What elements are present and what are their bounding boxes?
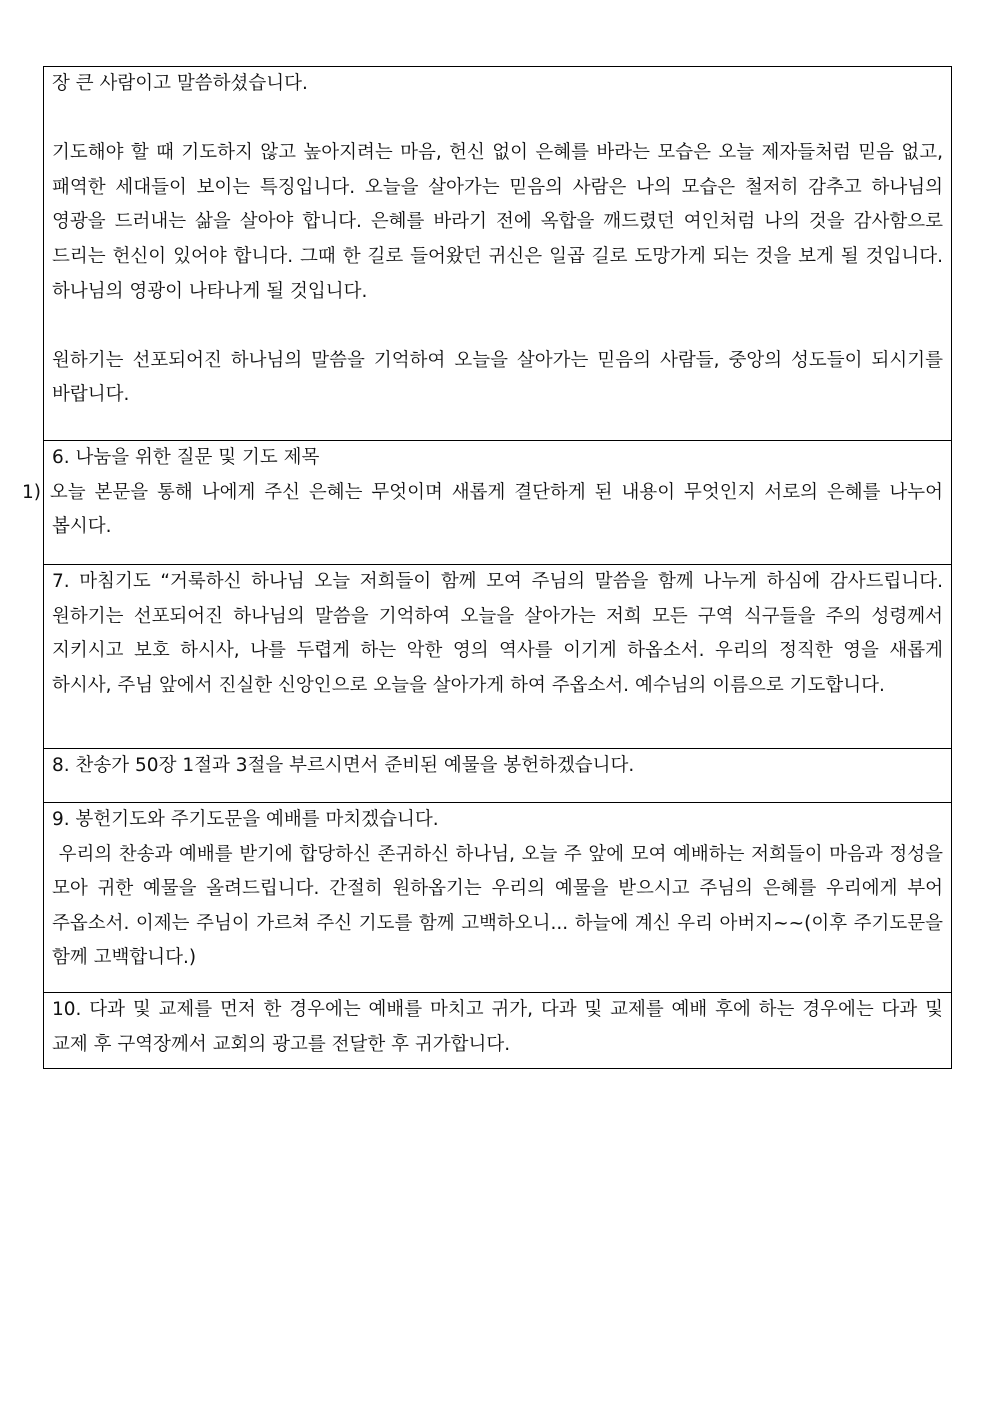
fellowship-text: 10. 다과 및 교제를 먼저 한 경우에는 예배를 마치고 귀가, 다과 및 교제를 예배 후에 하는 경우에는 다과 및 교제 후 구역장께서 교회의 광고를 전달한 후 귀가합니다. [52,999,943,1055]
sharing-question-item: 1) 오늘 본문을 통해 나에게 주신 은혜는 무엇이며 새롭게 결단하게 된 내용이 무엇인지 서로의 은혜를 나누어 봅시다. [22,481,943,538]
sermon-continuation-row [44,67,952,441]
sharing-questions-row [44,441,952,565]
offering-prayer-row [44,803,952,993]
sharing-questions-cell [22,441,952,565]
closing-prayer-row [44,565,952,749]
hymn-offering-text: 8. 찬송가 50장 1절과 3절을 부르시면서 준비된 예물을 봉헌하겠습니다. [52,755,635,776]
worship-order-table [22,66,952,1069]
blank-line [52,102,943,137]
hymn-offering-row [44,749,952,803]
offering-prayer-heading: 9. 봉헌기도와 주기도문을 예배를 마치겠습니다. [52,809,439,830]
closing-prayer-text: 7. 마침기도 “거룩하신 하나님 오늘 저희들이 함께 모여 주님의 말씀을 함께 나누게 하심에 감사드립니다. 원하기는 선포되어진 하나님의 말씀을 기억하여 오늘을 살아가는 저희 모든 구역 식구들을 주의 성령께서 지키시고 보호 하시사, 나를 두렵게 하는 악한 영의 역사를 이기게 하옵소서. 우리의 정직한 영을 새롭게 하시사, 주님 앞에서 진실한 신앙인으로 오늘을 살아가게 하여 주옵소서. 예수님의 이름으로 기도합니다. [52,571,943,696]
sermon-blessing-paragraph: 원하기는 선포되어진 하나님의 말씀을 기억하여 오늘을 살아가는 믿음의 사람들, 중앙의 성도들이 되시기를 바랍니다. [52,349,943,406]
sermon-closing-line: 장 큰 사람이고 말씀하셨습니다. [52,73,308,94]
blank-line [52,309,943,344]
hymn-offering-cell [44,749,952,803]
offering-prayer-cell [44,803,952,993]
fellowship-row [44,993,952,1069]
offering-prayer-text: 우리의 찬송과 예배를 받기에 합당하신 존귀하신 하나님, 오늘 주 앞에 모여 예배하는 저희들이 마음과 정성을 모아 귀한 예물을 올려드립니다. 간절히 원하옵기는 우리의 예물을 받으시고 주님의 은혜를 우리에게 부어 주옵소서. 이제는 주님이 가르쳐 주신 기도를 함께 고백하오니... 하늘에 계신 우리 아버지~~(이후 주기도문을 함께 고백합니다.) [52,843,949,969]
sharing-questions-heading: 6. 나눔을 위한 질문 및 기도 제목 [52,447,320,468]
fellowship-cell [44,993,952,1069]
sermon-continuation-cell [44,67,952,441]
sermon-paragraph: 기도해야 할 때 기도하지 않고 높아지려는 마음, 헌신 없이 은혜를 바라는 모습은 오늘 제자들처럼 믿음 없고, 패역한 세대들이 보이는 특징입니다. 오늘을 살아가는 믿음의 사람은 나의 모습은 철저히 감추고 하나님의 영광을 드러내는 삶을 살아야 합니다. 은혜를 바라기 전에 옥합을 깨드렸던 여인처럼 나의 것을 감사함으로 드리는 헌신이 있어야 합니다. 그때 한 길로 들어왔던 귀신은 일곱 길로 도망가게 되는 것을 보게 될 것입니다. 하나님의 영광이 나타나게 될 것입니다. [52,142,943,302]
closing-prayer-cell [44,565,952,749]
